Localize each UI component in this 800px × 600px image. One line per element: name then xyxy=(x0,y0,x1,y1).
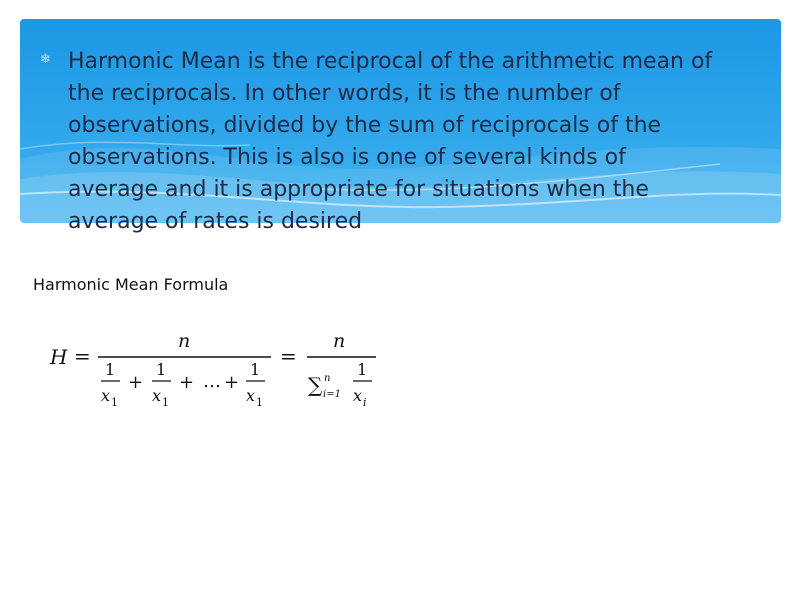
harmonic-mean-formula-image xyxy=(48,326,388,416)
formula-numerator-right: n xyxy=(333,330,346,352)
formula-x-2: x xyxy=(152,386,162,405)
snowflake-bullet-icon: ❄ xyxy=(40,52,51,67)
formula-x-3-subscript: 1 xyxy=(256,396,263,409)
formula-ellipsis: … xyxy=(203,371,221,392)
formula-h: H xyxy=(50,345,68,369)
formula-one-4: 1 xyxy=(357,360,368,379)
formula-x-i-subscript: i xyxy=(363,396,367,409)
formula-x-1-subscript: 1 xyxy=(111,396,118,409)
formula-x-2-subscript: 1 xyxy=(162,396,169,409)
formula-x-1: x xyxy=(101,386,111,405)
formula-plus-3: + xyxy=(224,372,240,393)
formula-x-3: x xyxy=(246,386,256,405)
formula-label: Harmonic Mean Formula xyxy=(33,275,229,294)
formula-plus-1: + xyxy=(128,372,144,393)
formula-x-i: x xyxy=(353,386,363,405)
formula-sum-upper-limit: n xyxy=(324,373,331,384)
formula-sum-symbol: ∑ xyxy=(308,373,323,397)
formula-one-1: 1 xyxy=(105,360,116,379)
formula-one-2: 1 xyxy=(156,360,167,379)
formula-equals-1: = xyxy=(74,344,91,368)
bullet-body-text: Harmonic Mean is the reciprocal of the arithmetic mean of the reciprocals. In other words, it is the number of observations, divided by the sum of reciprocals of the observations. This is also is one of several kinds of average and it is appropriate for situations when the average of rates is desired xyxy=(68,49,713,234)
formula-numerator-left: n xyxy=(178,330,191,352)
formula-one-3: 1 xyxy=(250,360,261,379)
formula-sum-lower-limit: i=1 xyxy=(323,389,341,400)
formula-equals-2: = xyxy=(280,344,297,368)
formula-plus-2: + xyxy=(179,372,195,393)
